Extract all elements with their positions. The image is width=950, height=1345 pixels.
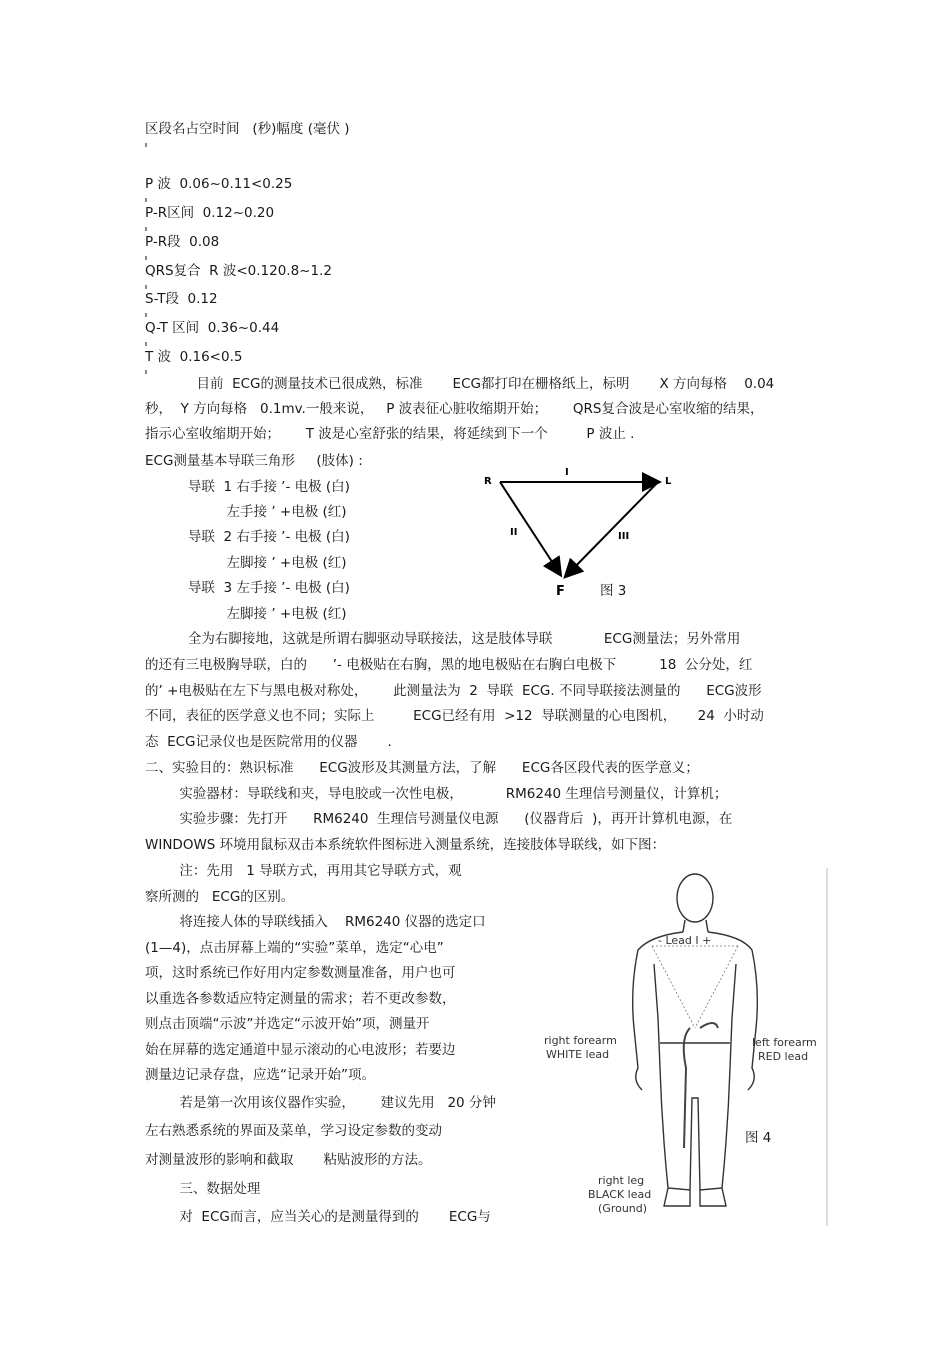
lead-i-label: I [565,467,569,478]
row-marker [145,227,147,231]
lead-ii-arrow [500,482,560,574]
para1-line: 目前 ECG的测量技术已很成熟，标准 ECG都打印在栅格纸上，标明 X 方向每格 0.04 [145,376,775,392]
row-marker [145,143,147,147]
table-row-qrs: QRS复合 R 波<0.120.8~1.2 [145,263,332,279]
lead-line: 左手接 ’ +电极 (红) [145,504,347,520]
para1-line: 指示心室收缩期开始； T 波是心室舒张的结果，将延续到下一个 P 波止 . [145,426,635,442]
section2-line: WINDOWS 环境用鼠标双击本系统软件图标进入测量系统，连接肢体导联线，如下图： [145,837,666,853]
leads-title: ECG测量基本导联三角形 (肢体) : [145,453,363,469]
lead-i-text: - Lead I + [658,934,712,947]
para1-line: 秒， Y 方向每格 0.1mv.一般来说， P 波表征心脏收缩期开始； QRS复合波是心室收缩的结果， [145,401,764,417]
lead-iii-arrow [566,482,658,576]
left-col-line: 若是第一次用该仪器作实验， 建议先用 20 分钟 [145,1095,496,1111]
black-lead-text: BLACK lead [588,1188,652,1201]
human-body-outline-icon [633,874,758,1206]
table-row-qt-interval: Q-T 区间 0.36~0.44 [145,320,280,336]
node-r-label: R [484,476,492,487]
figure-4-caption: 图 4 [745,1130,772,1146]
row-marker [145,370,147,374]
node-f-label: F [556,584,565,599]
para2-line: 的’ +电极贴在左下与黑电极对称处， 此测量法为 2 导联 ECG. 不同导联接法测量的 ECG波形 [145,683,762,699]
left-col-line: 左右熟悉系统的界面及菜单，学习设定参数的变动 [145,1123,442,1139]
left-col-line: 将连接人体的导联线插入 RM6240 仪器的选定口 [145,914,486,930]
left-col-line: 项，这时系统已作好用内定参数测量准备，用户也可 [145,965,456,981]
para2-line: 态 ECG记录仪也是医院常用的仪器 . [145,734,392,750]
left-col-line: (1—4)，点击屏幕上端的“实验”菜单，选定“心电” [145,940,444,956]
left-col-line: 三、数据处理 [145,1181,261,1197]
left-col-line: 则点击顶端“示波”并选定“示波开始”项，测量开 [145,1016,430,1032]
red-lead-text: RED lead [758,1050,809,1063]
left-col-line: 注：先用 1 导联方式，再用其它导联方式，观 [145,863,462,879]
lead-line: 导联 3 左手接 ’- 电极 (白) [145,580,350,596]
row-marker [145,256,147,260]
lead-iii-label: III [618,531,630,542]
lead-ii-label: II [510,527,518,538]
section2-line: 实验器材：导联线和夹，导电胶或一次性电极， RM6240 生理信号测量仪，计算机； [145,786,728,802]
section2-line: 二、实验目的：熟识标准 ECG波形及其测量方法，了解 ECG各区段代表的医学意义； [145,760,699,776]
right-forearm-text: right forearm [544,1034,617,1047]
para2-line: 不同，表征的医学意义也不同；实际上 ECG已经有用 >12 导联测量的心电图机， 24 小时动 [145,708,764,724]
einthoven-triangle-figure [470,462,690,602]
ground-text: (Ground) [598,1202,648,1215]
table-row-st-segment: S-T段 0.12 [145,291,218,307]
table-row-pr-interval: P-R区间 0.12~0.20 [145,205,275,221]
table-row-t-wave: T 波 0.16<0.5 [145,349,243,365]
lead-line: 左脚接 ’ +电极 (红) [145,555,347,571]
para2-line: 全为右脚接地，这就是所谓右脚驱动导联接法，这是肢体导联 ECG测量法；另外常用 [145,631,741,647]
left-forearm-text: left forearm [752,1036,817,1049]
lead-line: 导联 1 右手接 ’- 电极 (白) [145,479,350,495]
table-row-p-wave: P 波 0.06~0.11<0.25 [145,176,293,192]
section2-line: 实验步骤：先打开 RM6240 生理信号测量仪电源 (仪器背后 )，再开计算机电源，在 [145,811,733,827]
left-col-line: 对 ECG而言，应当关心的是测量得到的 ECG与 [145,1209,491,1225]
white-lead-text: WHITE lead [546,1048,610,1061]
right-leg-text: right leg [598,1174,645,1187]
lead-line: 导联 2 右手接 ’- 电极 (白) [145,529,350,545]
left-col-line: 以重选各参数适应特定测量的需求；若不更改参数， [145,991,456,1007]
left-col-line: 察所测的 ECG的区别。 [145,889,295,905]
node-l-label: L [665,476,672,487]
row-marker [145,313,147,317]
table-header: 区段名占空时间 (秒)幅度 (毫伏 ) [145,121,350,137]
figure-3-caption: 图 3 [600,583,627,599]
lead-line: 左脚接 ’ +电极 (红) [145,606,347,622]
left-col-line: 始在屏幕的选定通道中显示滚动的心电波形；若要边 [145,1042,456,1058]
body-lead-placement-figure [530,868,830,1226]
left-col-line: 对测量波形的影响和截取 粘贴波形的方法。 [145,1152,432,1168]
para2-line: 的还有三电极胸导联，白的 ’- 电极贴在右胸，黑的地电极贴在右胸白电极下 18 公分处，红 [145,657,753,673]
row-marker [145,285,147,289]
table-row-pr-segment: P-R段 0.08 [145,234,220,250]
row-marker [145,342,147,346]
row-marker [145,198,147,202]
left-col-line: 测量边记录存盘，应选“记录开始”项。 [145,1067,375,1083]
